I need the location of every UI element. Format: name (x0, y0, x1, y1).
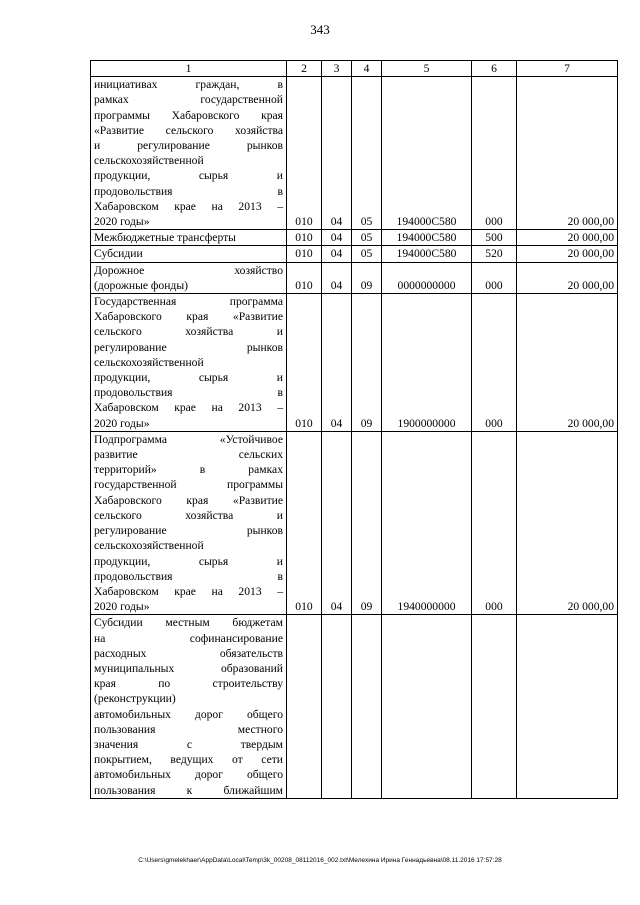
target-article-cell: 0000000000 (382, 262, 472, 293)
row-name-cell (91, 431, 287, 614)
chapter-code-cell: 010 (287, 262, 322, 293)
row-name-line: продукции, сырья и (94, 554, 283, 568)
header-col-5: 5 (382, 61, 472, 77)
section-code-cell: 04 (322, 246, 352, 262)
expense-type-cell: 000 (472, 77, 517, 230)
row-name-cell (91, 294, 287, 432)
subsection-code-cell (352, 615, 382, 798)
row-name-line: Хабаровского края «Развитие (94, 493, 283, 507)
expense-type-cell: 500 (472, 230, 517, 246)
target-article-cell (382, 615, 472, 798)
section-code-cell: 04 (322, 294, 352, 432)
row-name-line: сельского хозяйства и (94, 508, 283, 522)
row-name-line: автомобильных дорог общего (94, 768, 283, 782)
amount-cell (517, 615, 618, 798)
expense-type-cell: 000 (472, 262, 517, 293)
page-number: 343 (310, 22, 330, 37)
row-name-line: 2020 годы» (94, 215, 150, 229)
row-name-line: 2020 годы» (94, 600, 150, 614)
row-name-line: программы Хабаровского края (94, 108, 283, 122)
chapter-code-cell (287, 615, 322, 798)
row-name-line: Хабаровском крае на 2013 – (94, 584, 283, 598)
target-article-cell: 194000С580 (382, 77, 472, 230)
row-name-line: расходных обязательств (94, 646, 283, 660)
row-name-line: продукции, сырья и (94, 371, 283, 385)
chapter-code-cell: 010 (287, 77, 322, 230)
row-name-line: 2020 годы» (94, 416, 150, 430)
row-name-line: (дорожные фонды) (94, 278, 188, 292)
chapter-code-cell: 010 (287, 246, 322, 262)
row-name-cell (91, 246, 287, 262)
row-name-line: на софинансирование (94, 631, 283, 645)
amount-cell: 20 000,00 (517, 230, 618, 246)
amount-cell: 20 000,00 (517, 431, 618, 614)
amount-cell: 20 000,00 (517, 294, 618, 432)
row-name-cell (91, 262, 287, 293)
row-name-line: сельскохозяйственной (94, 154, 204, 168)
row-name-line: значения с твердым (94, 737, 283, 751)
row-name-line: Хабаровском крае на 2013 – (94, 401, 283, 415)
row-name-line: Субсидии (94, 247, 143, 261)
section-code-cell: 04 (322, 77, 352, 230)
row-name-line: и регулирование рынков (94, 139, 283, 153)
subsection-code-cell: 05 (352, 246, 382, 262)
target-article-cell: 194000С580 (382, 246, 472, 262)
row-name-line: муниципальных образований (94, 661, 283, 675)
target-article-cell: 1940000000 (382, 431, 472, 614)
row-name-line: регулирование рынков (94, 524, 283, 538)
chapter-code-cell: 010 (287, 431, 322, 614)
row-name-cell (91, 230, 287, 246)
header-col-3: 3 (322, 61, 352, 77)
header-col-7: 7 (517, 61, 618, 77)
file-path-footer: C:\Users\gmelekhaer\AppData\Local\Temp\3k_00208_08112016_002.txt\Мелехина Ирина Геннадьевна\08.11.2016 17:57:28 (138, 857, 502, 864)
row-name-line: Межбюджетные трансферты (94, 231, 236, 245)
row-name-line: сельскохозяйственной (94, 539, 204, 553)
table-row (91, 431, 618, 614)
amount-cell: 20 000,00 (517, 77, 618, 230)
table-row (91, 77, 618, 230)
row-name-line: Субсидии местным бюджетам (94, 616, 283, 630)
row-name-line: инициативах граждан, в (94, 78, 283, 92)
header-col-1: 1 (91, 61, 287, 77)
amount-cell: 20 000,00 (517, 262, 618, 293)
row-name-line: сельского хозяйства и (94, 325, 283, 339)
row-name-line: Хабаровского края «Развитие (94, 310, 283, 324)
row-name-line: продовольствия в (94, 569, 283, 583)
expense-type-cell: 520 (472, 246, 517, 262)
row-name-line: сельскохозяйственной (94, 355, 204, 369)
row-name-line: регулирование рынков (94, 340, 283, 354)
row-name-line: автомобильных дорог общего (94, 707, 283, 721)
header-row (91, 61, 618, 77)
row-name-line: продовольствия в (94, 386, 283, 400)
section-code-cell (322, 615, 352, 798)
row-name-line: государственной программы (94, 478, 283, 492)
row-name-line: пользования местного (94, 722, 283, 736)
section-code-cell: 04 (322, 431, 352, 614)
table-row (91, 294, 618, 432)
target-article-cell: 1900000000 (382, 294, 472, 432)
row-name-line: (реконструкции) (94, 692, 176, 706)
row-name-line: Хабаровском крае на 2013 – (94, 199, 283, 213)
subsection-code-cell: 09 (352, 262, 382, 293)
expense-type-cell: 000 (472, 431, 517, 614)
expense-type-cell (472, 615, 517, 798)
amount-cell: 20 000,00 (517, 246, 618, 262)
subsection-code-cell: 09 (352, 294, 382, 432)
table-row (91, 230, 618, 246)
target-article-cell: 194000С580 (382, 230, 472, 246)
row-name-line: продукции, сырья и (94, 169, 283, 183)
row-name-line: края по строительству (94, 677, 283, 691)
expense-type-cell: 000 (472, 294, 517, 432)
subsection-code-cell: 05 (352, 230, 382, 246)
row-name-cell (91, 77, 287, 230)
row-name-line: Подпрограмма «Устойчивое (94, 432, 283, 446)
table-row (91, 262, 618, 293)
row-name-line: «Развитие сельского хозяйства (94, 123, 283, 137)
row-name-cell (91, 615, 287, 798)
chapter-code-cell: 010 (287, 294, 322, 432)
table-row (91, 615, 618, 798)
header-col-2: 2 (287, 61, 322, 77)
section-code-cell: 04 (322, 230, 352, 246)
row-name-line: продовольствия в (94, 184, 283, 198)
row-name-line: покрытием, ведущих от сети (94, 753, 283, 767)
subsection-code-cell: 05 (352, 77, 382, 230)
row-name-line: Дорожное хозяйство (94, 263, 283, 277)
row-name-line: рамках государственной (94, 93, 283, 107)
row-name-line: территорий» в рамках (94, 463, 283, 477)
budget-table (90, 60, 618, 799)
header-col-6: 6 (472, 61, 517, 77)
section-code-cell: 04 (322, 262, 352, 293)
table-row (91, 246, 618, 262)
row-name-line: развитие сельских (94, 448, 283, 462)
row-name-line: пользования к ближайшим (94, 783, 283, 797)
header-col-4: 4 (352, 61, 382, 77)
row-name-line: Государственная программа (94, 295, 283, 309)
chapter-code-cell: 010 (287, 230, 322, 246)
subsection-code-cell: 09 (352, 431, 382, 614)
